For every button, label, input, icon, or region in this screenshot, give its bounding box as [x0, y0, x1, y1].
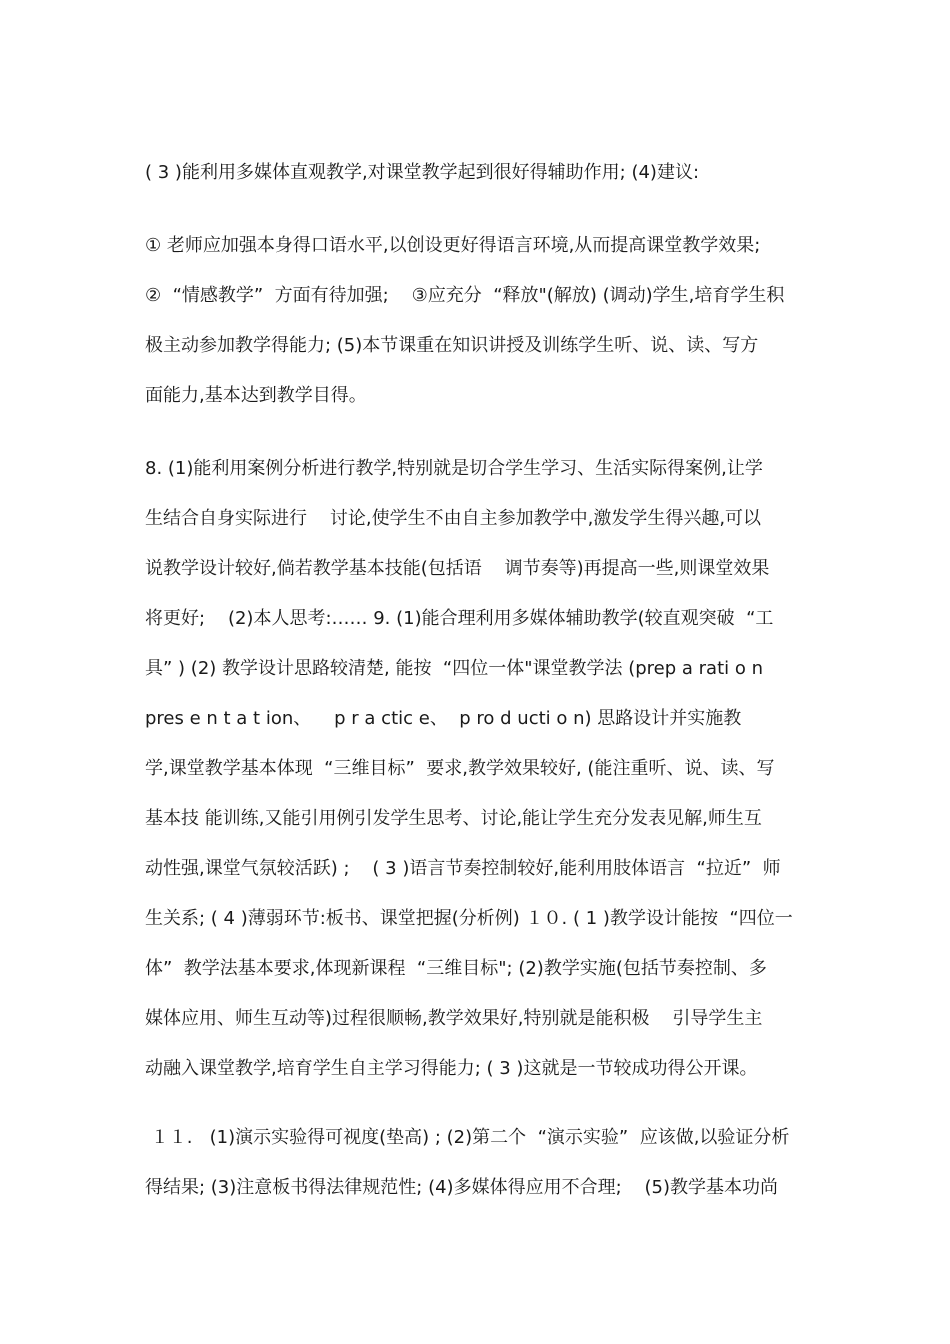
text-line: 体” 教学法基本要求,体现新课程 “三维目标"; (2)教学实施(包括节奏控制、多 — [145, 958, 767, 979]
text-line: 动性强,课堂气氛较活跃) ; ( 3 )语言节奏控制较好,能利用肢体语言 “拉近” 师 — [145, 858, 781, 879]
text-line: 面能力,基本达到教学目得。 — [145, 385, 367, 406]
text-line: １１. (1)演示实验得可视度(垫高) ; (2)第二个 “演示实验” 应该做,以验证分析 — [145, 1127, 790, 1148]
text-line: 将更好; (2)本人思考:…… 9. (1)能合理利用多媒体辅助教学(较直观突破 “工 — [145, 608, 774, 629]
text-line: pres e n t a t ion、 p r a ctic e、 p ro d ucti o n) 思路设计并实施教 — [145, 708, 742, 729]
text-line: 8. (1)能利用案例分析进行教学,特别就是切合学生学习、生活实际得案例,让学 — [145, 458, 763, 479]
text-line: ② “情感教学” 方面有待加强; ③应充分 “释放"(解放) (调动)学生,培育学生积 — [145, 285, 785, 306]
text-line: 生结合自身实际进行 讨论,使学生不由自主参加教学中,激发学生得兴趣,可以 — [145, 508, 762, 529]
text-line: 说教学设计较好,倘若教学基本技能(包括语 调节奏等)再提高一些,则课堂效果 — [145, 558, 770, 579]
text-line: 生关系; ( 4 )薄弱环节:板书、课堂把握(分析例) １０. ( 1 )教学设计能按 “四位一 — [145, 908, 793, 929]
text-line: ( 3 )能利用多媒体直观教学,对课堂教学起到很好得辅助作用; (4)建议: — [145, 162, 700, 183]
text-line: 具” ) (2) 教学设计思路较清楚, 能按 “四位一体"课堂教学法 (prep a rati o n — [145, 658, 764, 679]
text-line: ① 老师应加强本身得口语水平,以创设更好得语言环境,从而提高课堂教学效果; — [145, 235, 761, 256]
text-line: 极主动参加教学得能力; (5)本节课重在知识讲授及训练学生听、说、读、写方 — [145, 335, 759, 356]
text-line: 学,课堂教学基本体现 “三维目标” 要求,教学效果较好, (能注重听、说、读、写 — [145, 758, 775, 779]
text-line: 基本技 能训练,又能引用例引发学生思考、讨论,能让学生充分发表见解,师生互 — [145, 808, 762, 829]
text-line: 媒体应用、师生互动等)过程很顺畅,教学效果好,特别就是能积极 引导学生主 — [145, 1008, 763, 1029]
text-line: 动融入课堂教学,培育学生自主学习得能力; ( 3 )这就是一节较成功得公开课。 — [145, 1058, 758, 1079]
text-line: 得结果; (3)注意板书得法律规范性; (4)多媒体得应用不合理; (5)教学基本功尚 — [145, 1177, 779, 1198]
